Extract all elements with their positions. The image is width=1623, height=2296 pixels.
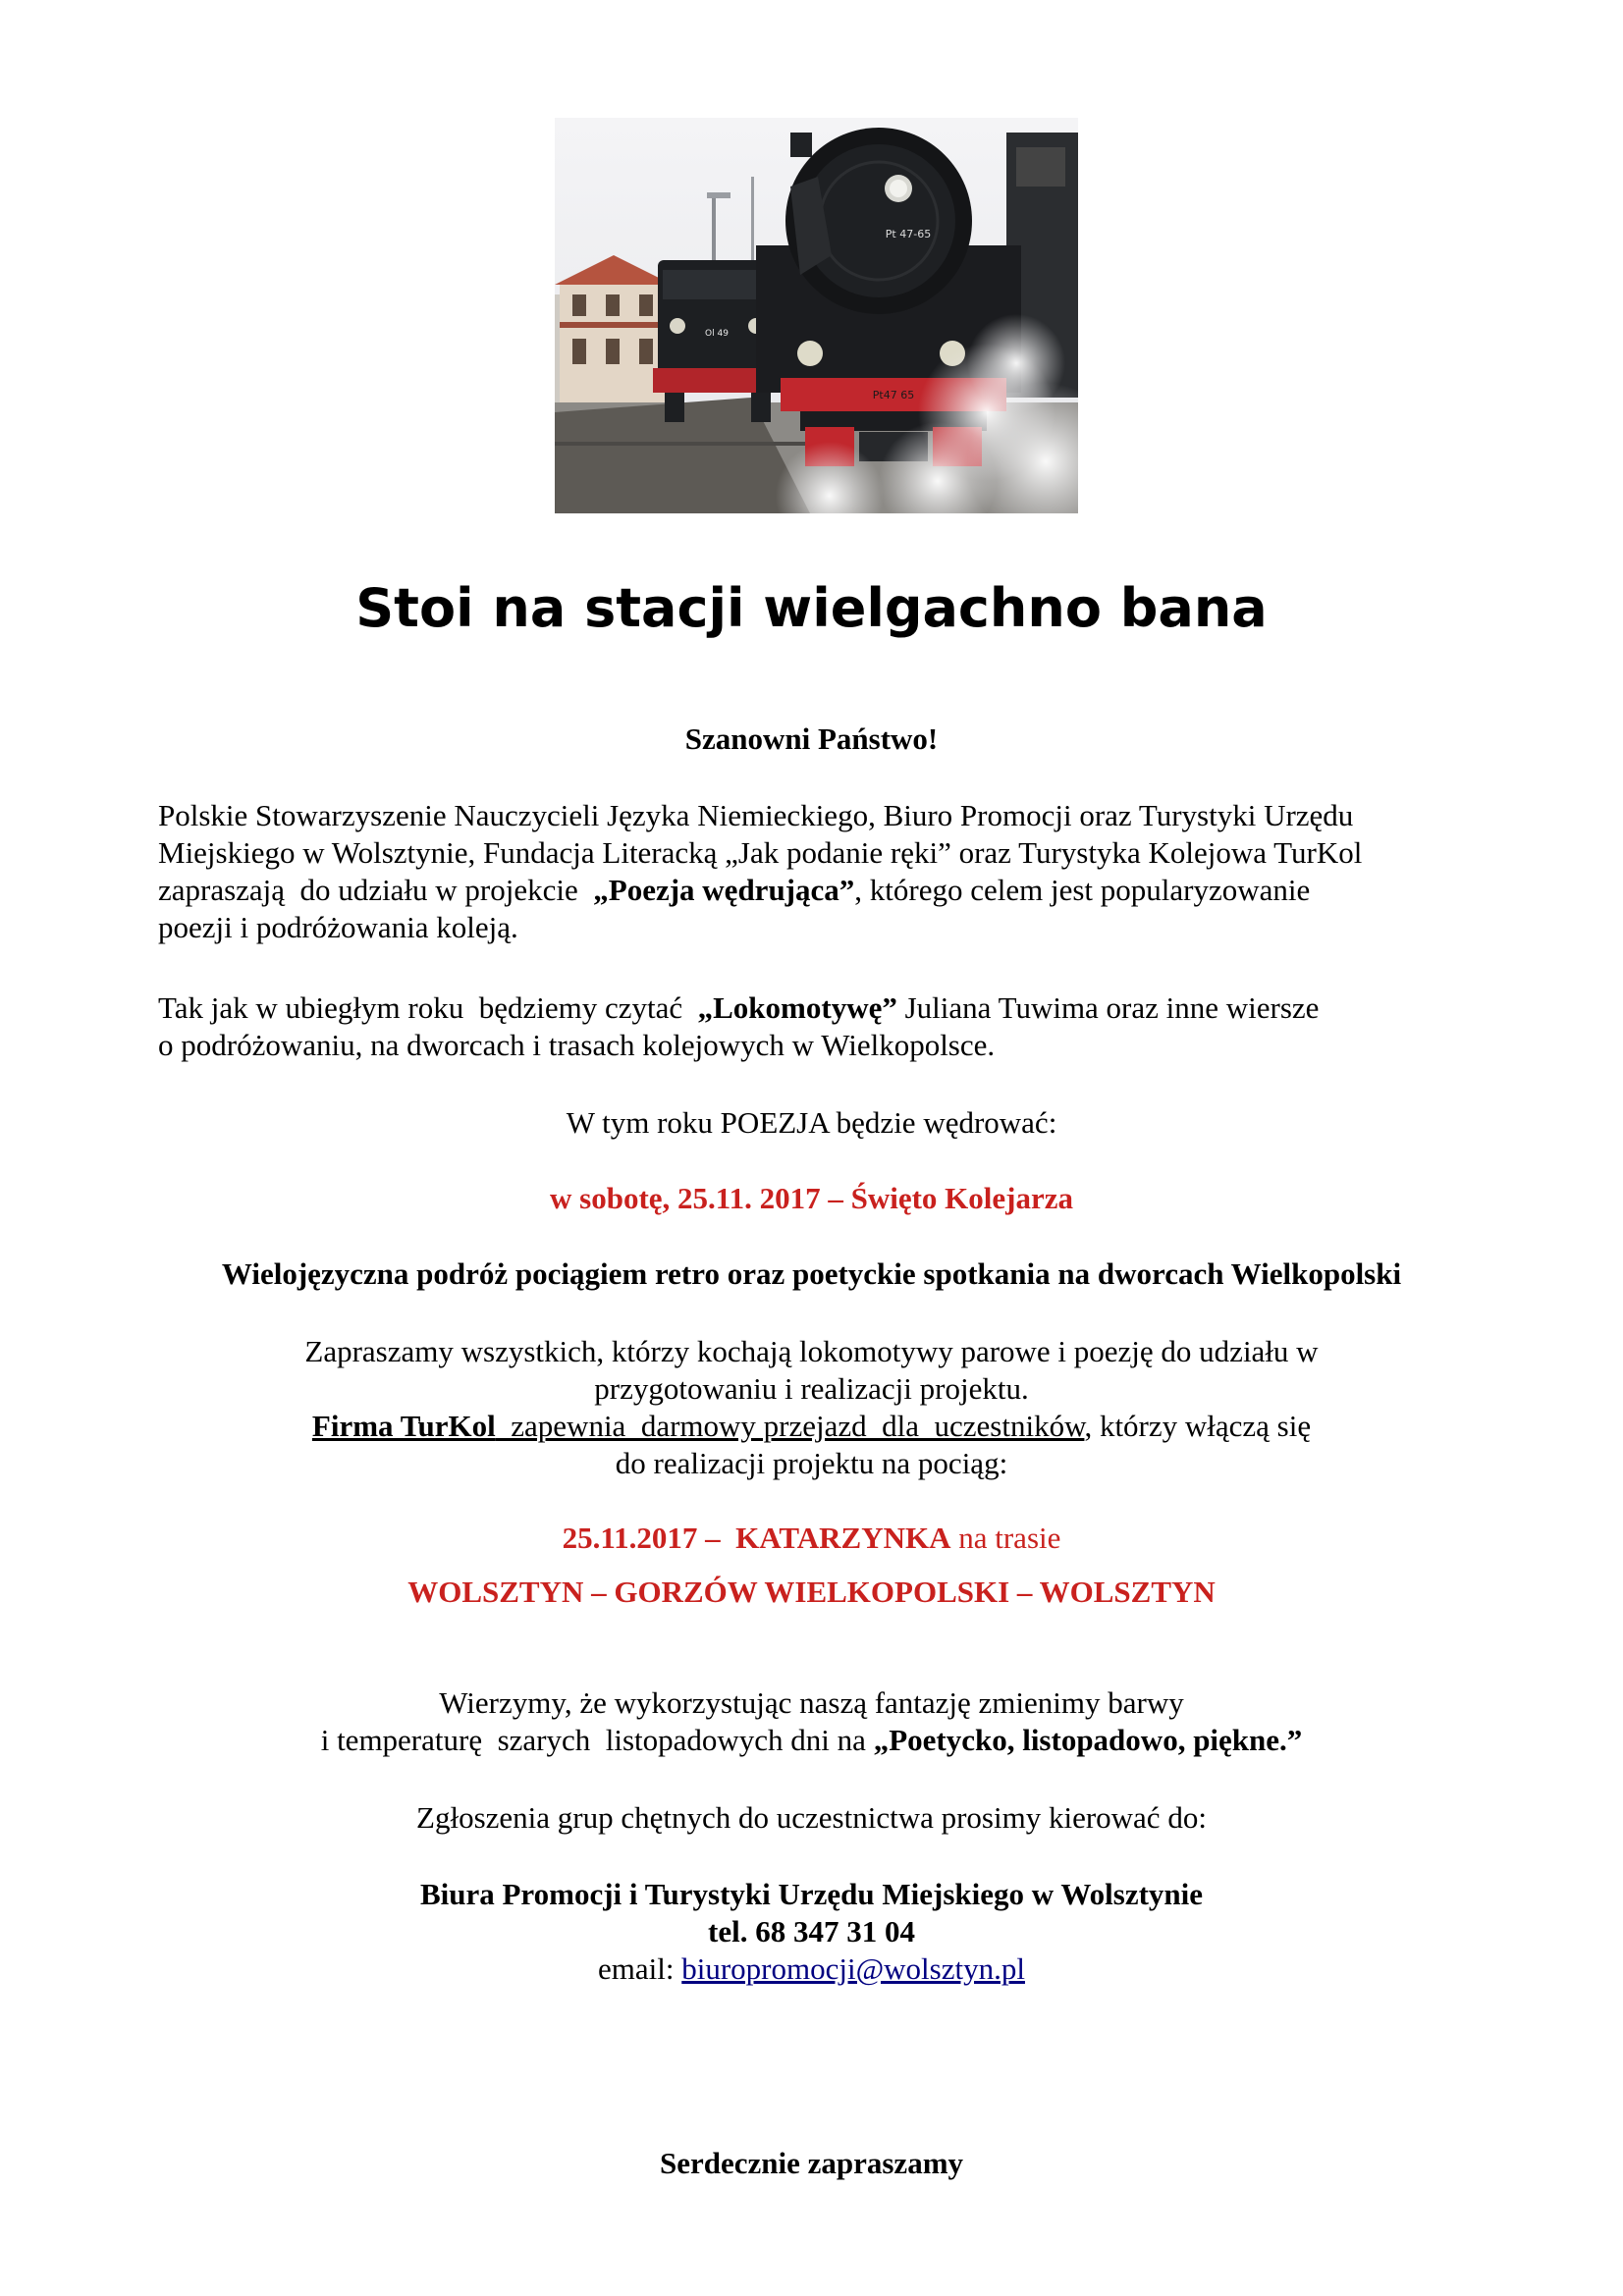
intro-line-3-start: zapraszają do udziału w projekcie — [158, 873, 594, 907]
intro-paragraph — [158, 797, 1474, 946]
applications-line: Zgłoszenia grup chętnych do uczestnictwa prosimy kierować do: — [416, 1800, 1207, 1835]
train-name: KATARZYNKA — [735, 1521, 951, 1555]
invite-line-4: do realizacji projektu na pociąg: — [615, 1446, 1008, 1480]
tuwim-line-1-start: Tak jak w ubiegłym roku będziemy czytać — [158, 990, 698, 1025]
invite-line-1: Zapraszamy wszystkich, którzy kochają lokomotywy parowe i poezję do udziału w — [304, 1334, 1319, 1368]
journey-text: Wielojęzyczna podróż pociągiem retro oraz poetyckie spotkania na dworcach Wielkopolski — [221, 1256, 1402, 1291]
buffer-plate-number: Pt47 65 — [872, 389, 915, 401]
invite-line-2: przygotowaniu i realizacji projektu. — [594, 1371, 1029, 1406]
greeting-text: Szanowni Państwo! — [684, 721, 939, 756]
intro-line-3 — [158, 872, 1474, 909]
intro-line-1: Polskie Stowarzyszenie Nauczycieli Języka Niemieckiego, Biuro Promocji oraz Turystyki Urzędu — [158, 798, 1354, 832]
tuwim-line-2: o podróżowaniu, na dworcach i trasach kolejowych w Wielkopolsce. — [158, 1028, 996, 1062]
page-title: Stoi na stacji wielgachno bana — [355, 577, 1268, 639]
phone-text: tel. 68 347 31 04 — [708, 1914, 915, 1949]
train-line — [0, 1520, 1623, 1557]
office-name — [0, 1876, 1623, 1913]
train-date: 25.11.2017 – — [562, 1521, 736, 1555]
belief-line-1: Wierzymy, że wykorzystując naszą fantazję zmienimy barwy — [439, 1685, 1184, 1720]
email-line — [0, 1950, 1623, 1988]
project-name: „Poezja wędrująca” — [593, 873, 855, 907]
invite-line-3 — [0, 1408, 1623, 1445]
firm-name: Firma TurKol — [311, 1409, 496, 1443]
closing-text: Serdecznie zapraszamy — [659, 2146, 964, 2180]
intro-line-4: poezji i podróżowania koleją. — [158, 910, 518, 944]
belief-line-2 — [0, 1722, 1623, 1759]
intro-line-2: Miejskiego w Wolsztynie, Fundacja Literacką „Jak podanie ręki” oraz Turystyka Kolejowa TurKol — [158, 835, 1363, 870]
tuwim-line-1-end: Juliana Tuwima oraz inne wiersze — [896, 990, 1320, 1025]
journey-line — [0, 1255, 1623, 1293]
train-route — [0, 1574, 1623, 1611]
tuwim-line-1 — [158, 989, 1474, 1027]
intro-line-3-end: , którego celem jest popularyzowanie — [854, 873, 1311, 907]
email-label: email: — [598, 1951, 682, 1986]
email-link[interactable]: biuropromocji@wolsztyn.pl — [681, 1951, 1025, 1986]
free-ride-text: zapewnia darmowy przejazd dla uczestników — [495, 1409, 1085, 1443]
rear-loco-number: Ol 49 — [705, 329, 729, 339]
event-date-text: w sobotę, 25.11. 2017 – Święto Kolejarza — [550, 1181, 1073, 1215]
invite-paragraph — [0, 1333, 1623, 1482]
front-loco-number: Pt 47-65 — [885, 228, 932, 240]
locomotive-photo — [555, 118, 1078, 513]
event-date — [0, 1180, 1623, 1217]
locomotive-illustration — [555, 118, 1078, 513]
train-route-word: na trasie — [950, 1521, 1061, 1555]
greeting — [0, 721, 1623, 758]
phone — [0, 1913, 1623, 1950]
slogan: „Poetycko, listopadowo, piękne.” — [873, 1723, 1303, 1757]
train-route-text: WOLSZTYN – GORZÓW WIELKOPOLSKI – WOLSZTYN — [407, 1575, 1216, 1609]
closing — [0, 2145, 1623, 2182]
poem-title: „Lokomotywę” — [697, 990, 897, 1025]
tuwim-paragraph — [158, 989, 1474, 1064]
belief-paragraph — [0, 1684, 1623, 1759]
contact-block — [0, 1876, 1623, 1988]
invite-line-3-end: , którzy włączą się — [1084, 1409, 1312, 1443]
wander-line: W tym roku POEZJA będzie wędrować: — [566, 1105, 1057, 1140]
office-name-text: Biura Promocji i Turystyki Urzędu Miejskiego w Wolsztynie — [419, 1877, 1204, 1911]
belief-line-2-start: i temperaturę szarych listopadowych dni na — [320, 1723, 874, 1757]
